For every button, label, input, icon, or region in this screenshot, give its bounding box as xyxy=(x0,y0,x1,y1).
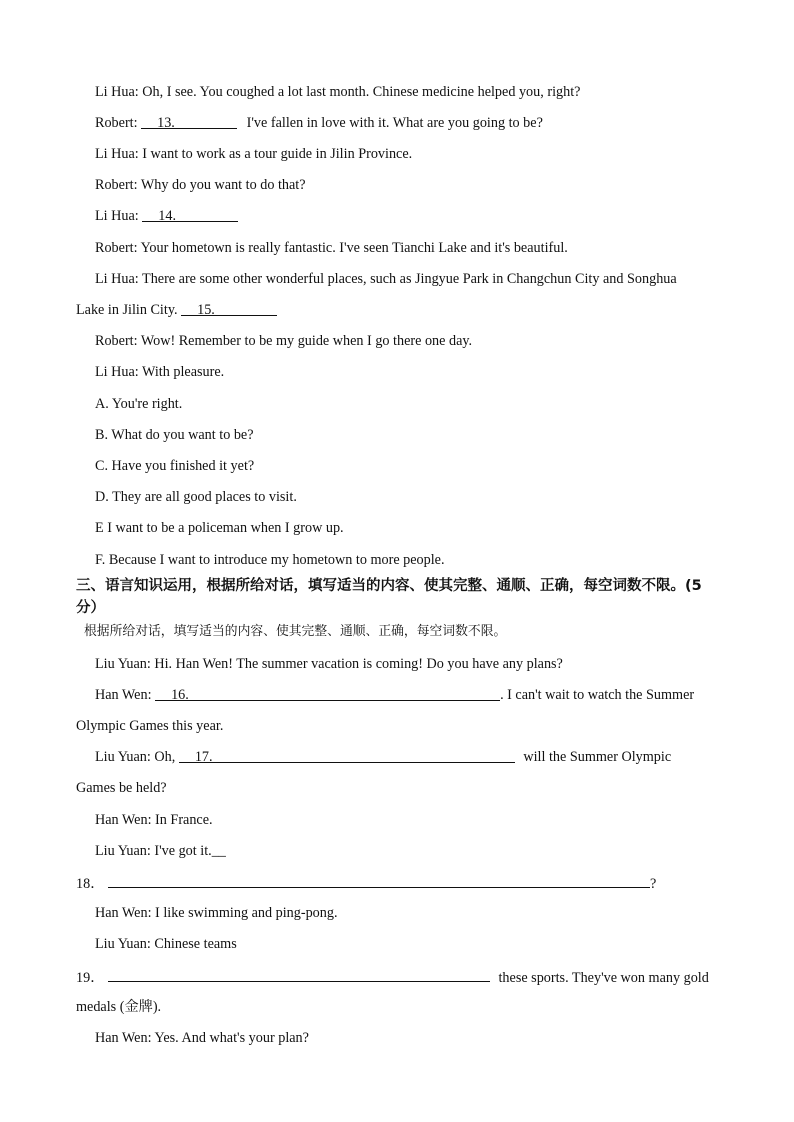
answer-blank-14[interactable] xyxy=(142,206,238,222)
section-heading: 三、语言知识运用，根据所给对话，填写适当的内容、使其完整、通顺、正确，每空词数不限。(5 分） xyxy=(76,578,702,616)
option-f: F. Because I want to introduce my hometown to more people. xyxy=(95,552,445,568)
answer-blank-16[interactable] xyxy=(155,685,500,701)
dialogue-line: Li Hua: Oh, I see. You coughed a lot last month. Chinese medicine helped you, right? xyxy=(95,84,581,100)
speaker-label: Robert: xyxy=(95,115,142,131)
dialogue-line: Liu Yuan: Hi. Han Wen! The summer vacation is coming! Do you have any plans? xyxy=(95,656,563,672)
option-a: A. You're right. xyxy=(95,396,183,412)
dialogue-line: Liu Yuan: Chinese teams xyxy=(95,936,237,952)
section-instruction: 根据所给对话，填写适当的内容、使其完整、通顺、正确，每空词数不限。 xyxy=(84,624,507,639)
dialogue-line: Han Wen: Yes. And what's your plan? xyxy=(95,1030,309,1046)
dialogue-line: Li Hua: There are some other wonderful places, such as Jingyue Park in Changchun City and Songhua xyxy=(95,271,677,287)
dialogue-line: Liu Yuan: I've got it.__ xyxy=(95,843,226,859)
dialogue-line: Li Hua: With pleasure. xyxy=(95,364,225,380)
dialogue-line: Han Wen: In France. xyxy=(95,812,213,828)
line-text: Lake in Jilin City. xyxy=(76,302,182,318)
blank-number: 17. xyxy=(194,749,213,765)
answer-blank-15[interactable] xyxy=(181,300,277,316)
blank-number: 14. xyxy=(158,208,177,224)
dialogue-line xyxy=(0,872,794,894)
blank-number: 15. xyxy=(197,302,215,318)
dialogue-line xyxy=(0,966,794,988)
answer-blank-19[interactable] xyxy=(108,966,490,982)
answer-blank-13[interactable] xyxy=(141,113,237,129)
question-number: 18． xyxy=(76,876,105,892)
blank-number: 16. xyxy=(171,687,189,703)
line-text: . I can't wait to watch the Summer xyxy=(500,687,695,703)
dialogue-line xyxy=(0,685,794,705)
dialogue-line xyxy=(0,206,794,226)
dialogue-line: Han Wen: I like swimming and ping-pong. xyxy=(95,905,338,921)
line-text: ? xyxy=(649,876,657,892)
dialogue-line: medals (金牌). xyxy=(76,999,162,1015)
dialogue-line: Robert: Wow! Remember to be my guide when I go there one day. xyxy=(95,333,473,349)
dialogue-line: Olympic Games this year. xyxy=(76,718,224,734)
option-e: E I want to be a policeman when I grow up. xyxy=(95,520,344,536)
speaker-label: Liu Yuan: Oh, xyxy=(95,749,179,765)
dialogue-line xyxy=(0,747,794,767)
blank-number: 13. xyxy=(157,115,175,131)
question-number: 19． xyxy=(76,970,105,986)
line-text: I've fallen in love with it. What are you going to be? xyxy=(246,115,543,131)
line-text: will the Summer Olympic xyxy=(523,749,672,765)
dialogue-line: Robert: Your hometown is really fantastic. I've seen Tianchi Lake and it's beautiful. xyxy=(95,240,568,256)
answer-blank-17[interactable] xyxy=(179,747,515,763)
dialogue-line: Games be held? xyxy=(76,780,167,796)
dialogue-line: Robert: Why do you want to do that? xyxy=(95,177,306,193)
answer-blank-18[interactable] xyxy=(108,872,650,888)
speaker-label: Li Hua: xyxy=(95,208,143,224)
dialogue-line: Li Hua: I want to work as a tour guide in Jilin Province. xyxy=(95,146,413,162)
dialogue-line xyxy=(0,300,794,320)
dialogue-line xyxy=(0,113,794,133)
line-text: these sports. They've won many gold xyxy=(498,970,709,986)
option-b: B. What do you want to be? xyxy=(95,427,254,443)
option-d: D. They are all good places to visit. xyxy=(95,489,297,505)
speaker-label: Han Wen: xyxy=(95,687,156,703)
option-c: C. Have you finished it yet? xyxy=(95,458,255,474)
